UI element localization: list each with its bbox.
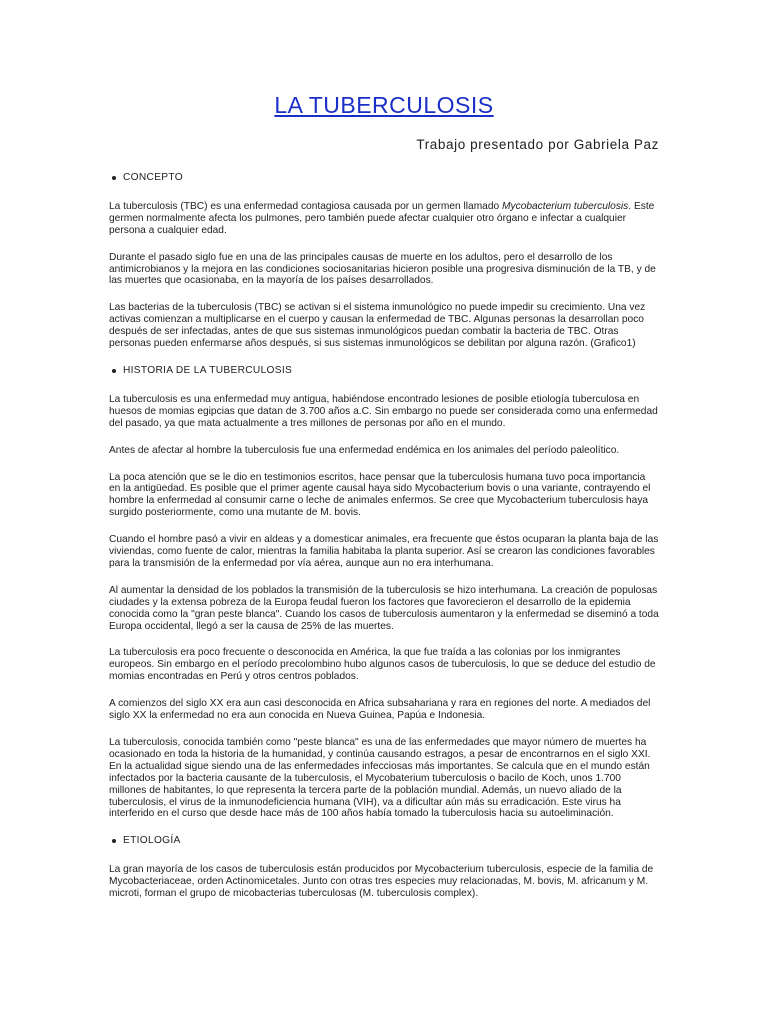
species-name: Mycobacterium tuberculosis [502, 200, 629, 212]
section-heading-etiologia [109, 835, 659, 847]
paragraph-text: La tuberculosis (TBC) es una enfermedad contagiosa causada por un germen llamado [109, 200, 503, 212]
section-heading-concepto [109, 172, 659, 184]
document-title[interactable]: LA TUBERCULOSIS [274, 92, 494, 118]
section-heading-label: CONCEPTO [123, 172, 183, 183]
bullet-icon [112, 176, 116, 180]
document-body [109, 172, 659, 900]
bullet-icon [112, 369, 116, 373]
paragraph: Durante el pasado siglo fue en una de las principales causas de muerte en los adultos, pero el desarrollo de los antimicrobianos y la mejora en las condiciones sociosanitarias hicieron posible una progresiva disminución de la TB, y de las muertes que ocasionaba, en la mayoría de los países desarrollados. [109, 251, 656, 287]
paragraph: Antes de afectar al hombre la tuberculosis fue una enfermedad endémica en los animales del período paleolítico. [109, 444, 620, 456]
paragraph: La tuberculosis, conocida también como "peste blanca" es una de las enfermedades que mayor número de muertes ha ocasionado en toda la historia de la humanidad, y continúa causando estragos, a pesar de encontrarnos en el siglo XXI. En la actualidad sigue siendo una de las enfermedades infecciosas más importantes. Se calcula que en el mundo están infectados por la bacteria causante de la tuberculosis, el Mycobaterium tuberculosis o bacilo de Koch, unos 1.700 millones de habitantes, lo que representa la tercera parte de la población mundial. Además, un nuevo aliado de la tuberculosis, el virus de la inmunodeficiencia humana (VIH), va a dificultar aún más su erradicación. Este virus ha interferido en el curso que desde hace más de 100 años había tomado la tuberculosis hacia su autoeliminación. [109, 737, 651, 820]
paragraph: La gran mayoría de los casos de tuberculosis están producidos por Mycobacterium tuberculosis, especie de la familia de Mycobacteriaceae, orden Actinomicetales. Junto con otras tres especies muy relacionadas, M. bovis, M. africanum y M. microti, forman el grupo de micobacterias tuberculosas (M. tuberculosis complex). [109, 864, 654, 900]
paragraph: La tuberculosis era poco frecuente o desconocida en América, la que fue traída a las colonias por los inmigrantes europeos. Sin embargo en el período precolombino hubo algunos casos de tuberculosis, lo que se deduce del estudio de momias encontradas en Perú y otros centros poblados. [109, 647, 656, 683]
section-heading-historia [109, 365, 659, 377]
paragraph: A comienzos del siglo XX era aun casi desconocida en Africa subsahariana y rara en regiones del norte. A mediados del siglo XX la enfermedad no era aun conocida en Nueva Guinea, Papúa e Indonesia. [109, 698, 651, 722]
paragraph-text: . Este germen normalmente afecta los pulmones, pero también puede afectar cualquier otro órgano e infectar a cualquier persona a cualquier edad. [109, 200, 655, 236]
section-heading-label: ETIOLOGÍA [123, 835, 181, 847]
bullet-icon [112, 839, 116, 843]
paragraph: Cuando el hombre pasó a vivir en aldeas y a domesticar animales, era frecuente que éstos ocuparan la planta baja de las viviendas, como fuente de calor, mientras la familia habitaba la planta superior. Así se crearon las condiciones favorables para la transmisión de la enfermedad por vía aérea, aunque aun no era interhumana. [109, 534, 659, 569]
paragraph: Al aumentar la densidad de los poblados la transmisión de la tuberculosis se hizo interhumana. La creación de populosas ciudades y la extensa pobreza de la Europa feudal fueron los factores que favorecieron el desarrollo de la epidemia conocida como la "gran peste blanca". Cuando los casos de tuberculosis aumentaron y la enfermedad se diseminó a toda Europa occidental, llegó a ser la causa de 25% de las muertes. [109, 584, 659, 632]
paragraph: Las bacterias de la tuberculosis (TBC) se activan si el sistema inmunológico no puede impedir su crecimiento. Una vez activas comienzan a multiplicarse en el cuerpo y causan la enfermedad de TBC. Algunas personas la desarrollan poco después de ser infectadas, antes de que sus sistemas inmunológicos puedan combatir la bacteria de TBC. Otras personas pueden enfermarse años después, si sus sistemas inmunológicos se debilitan por alguna razón. (Grafico1) [109, 302, 646, 350]
document-subtitle: Trabajo presentado por Gabriela Paz [416, 137, 659, 152]
paragraph: La tuberculosis es una enfermedad muy antigua, habiéndose encontrado lesiones de posible etiología tuberculosa en huesos de momias egipcias que datan de 3.700 años a.C. Sin embargo no puede ser considerada como una enfermedad del pasado, ya que mata actualmente a tres millones de personas por año en el mundo. [109, 393, 658, 429]
paragraph [109, 201, 659, 237]
paragraph: La poca atención que se le dio en testimonios escritos, hace pensar que la tuberculosis humana tuvo poca importancia en la antigüedad. Es posible que el primer agente causal haya sido Mycobacterium bovis o una variante, contrayendo el hombre la enfermedad al consumir carne o leche de animales enfermos. Se cree que Mycobacterium tuberculosis haya surgido posteriormente, como una mutante de M. bovis. [109, 471, 651, 519]
section-heading-label: HISTORIA DE LA TUBERCULOSIS [123, 364, 293, 376]
